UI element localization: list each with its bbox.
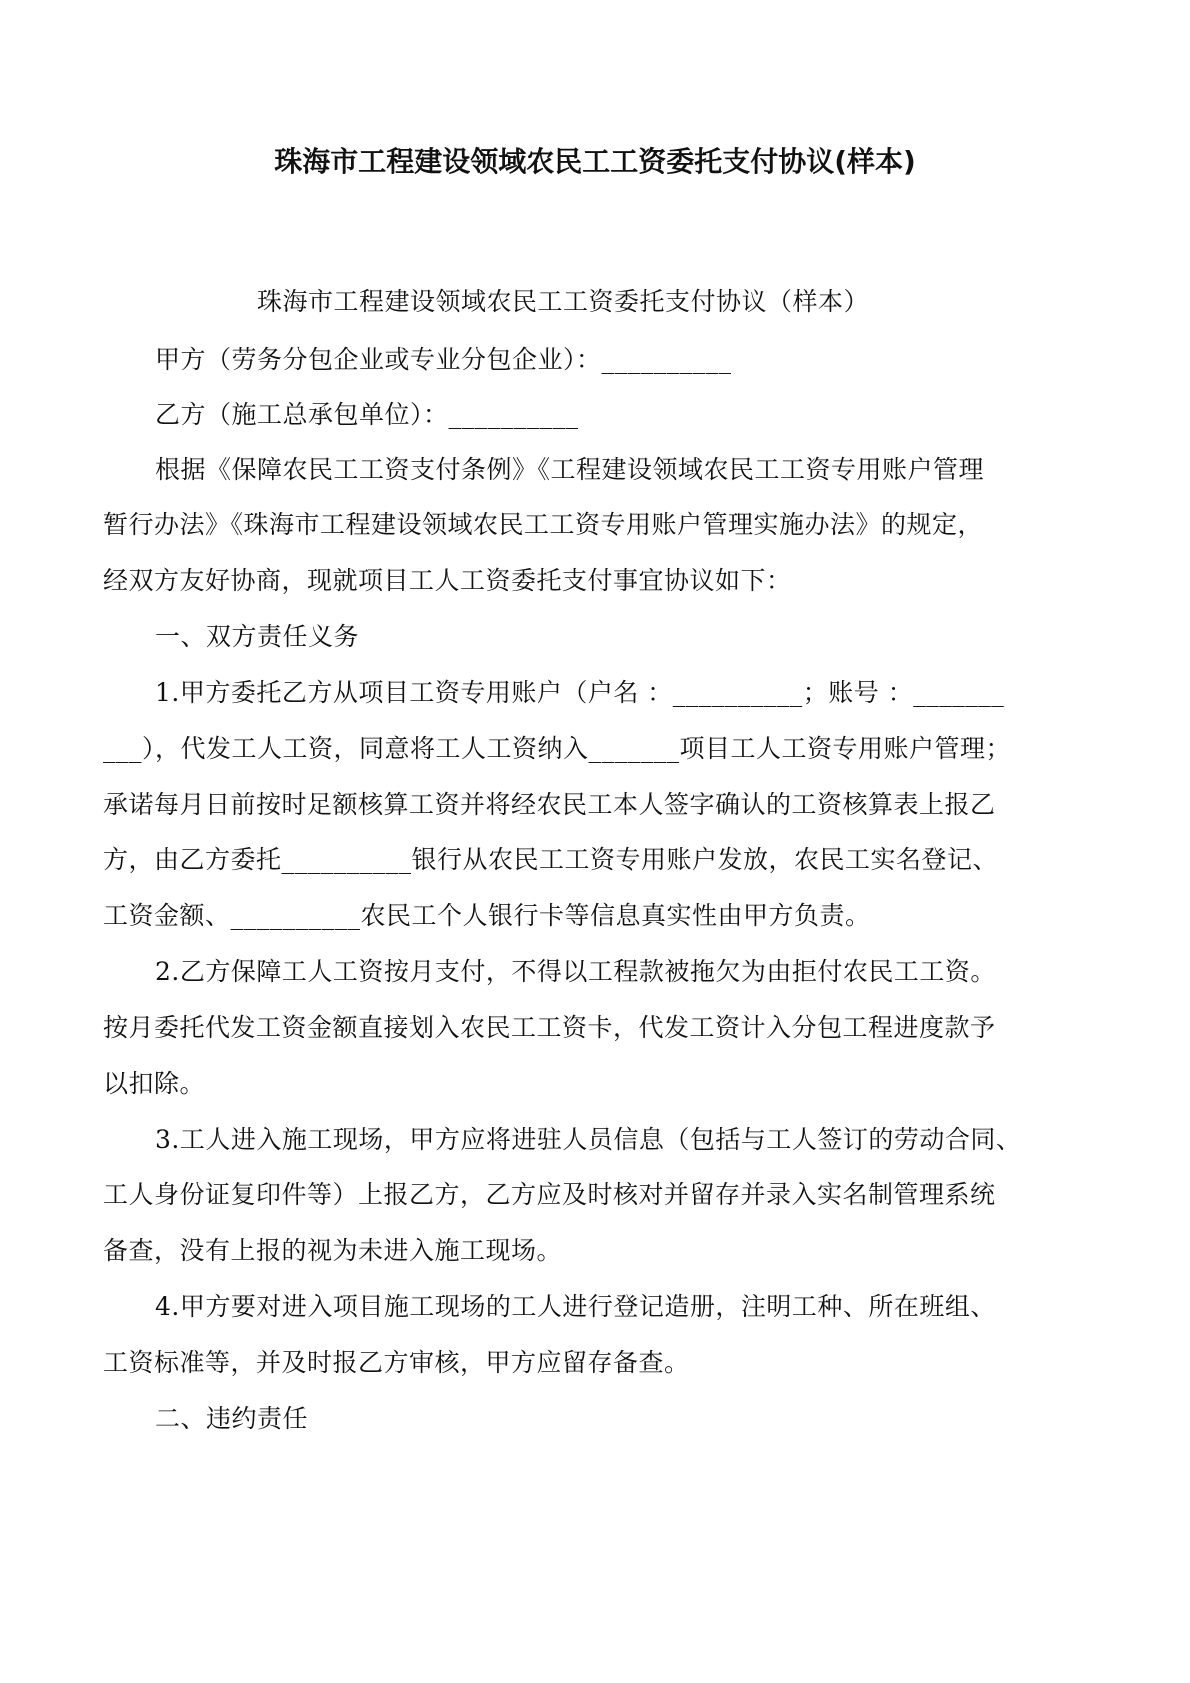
party-a-line: 甲方（劳务分包企业或专业分包企业）：__________: [155, 345, 732, 374]
preamble-line: 根据《保障农民工工资支付条例》《工程建设领域农民工工资专用账户管理: [155, 455, 985, 484]
party-b-line: 乙方（施工总承包单位）：__________: [155, 400, 579, 429]
clause-1-line: 1.甲方委托乙方从项目工资专用账户（户名 ：__________；账号 ：_______: [155, 678, 1005, 707]
preamble-line: 暂行办法》《珠海市工程建设领域农民工工资专用账户管理实施办法》的规定，: [103, 510, 984, 539]
clause-2-line: 2.乙方保障工人工资按月支付，不得以工程款被拖欠为由拒付农民工工资。: [155, 957, 996, 986]
preamble-line: 经双方友好协商，现就项目工人工资委托支付事宜协议如下：: [103, 566, 792, 595]
clause-3-line: 备查，没有上报的视为未进入施工现场。: [103, 1236, 563, 1265]
clause-4-line: 工资标准等，并及时报乙方审核，甲方应留存备查。: [103, 1348, 690, 1377]
clause-1-line: 承诺每月日前按时足额核算工资并将经农民工本人签字确认的工资核算表上报乙: [103, 790, 996, 819]
section-heading-obligations: 一、双方责任义务: [155, 622, 360, 651]
clause-1-line: 方，由乙方委托__________银行从农民工工资专用账户发放，农民工实名登记、: [103, 845, 999, 874]
clause-2-line: 以扣除。: [103, 1069, 206, 1098]
clause-3-line: 工人身份证复印件等）上报乙方，乙方应及时核对并留存并录入实名制管理系统: [103, 1180, 996, 1209]
clause-1-line: ___），代发工人工资，同意将工人工资纳入_______项目工人工资专用账户管理；: [103, 734, 1012, 763]
section-heading-liability: 二、违约责任: [155, 1404, 309, 1433]
agreement-subtitle: 珠海市工程建设领域农民工工资委托支付协议（样本）: [257, 287, 870, 316]
clause-4-line: 4.甲方要对进入项目施工现场的工人进行登记造册，注明工种、所在班组、: [155, 1292, 996, 1321]
clause-2-line: 按月委托代发工资金额直接划入农民工工资卡，代发工资计入分包工程进度款予: [103, 1013, 996, 1042]
clause-1-line: 工资金额、__________农民工个人银行卡等信息真实性由甲方负责。: [103, 901, 871, 930]
document-title: 珠海市工程建设领域农民工工资委托支付协议(样本): [274, 145, 916, 178]
clause-3-line: 3.工人进入施工现场，甲方应将进驻人员信息（包括与工人签订的劳动合同、: [155, 1125, 1022, 1154]
